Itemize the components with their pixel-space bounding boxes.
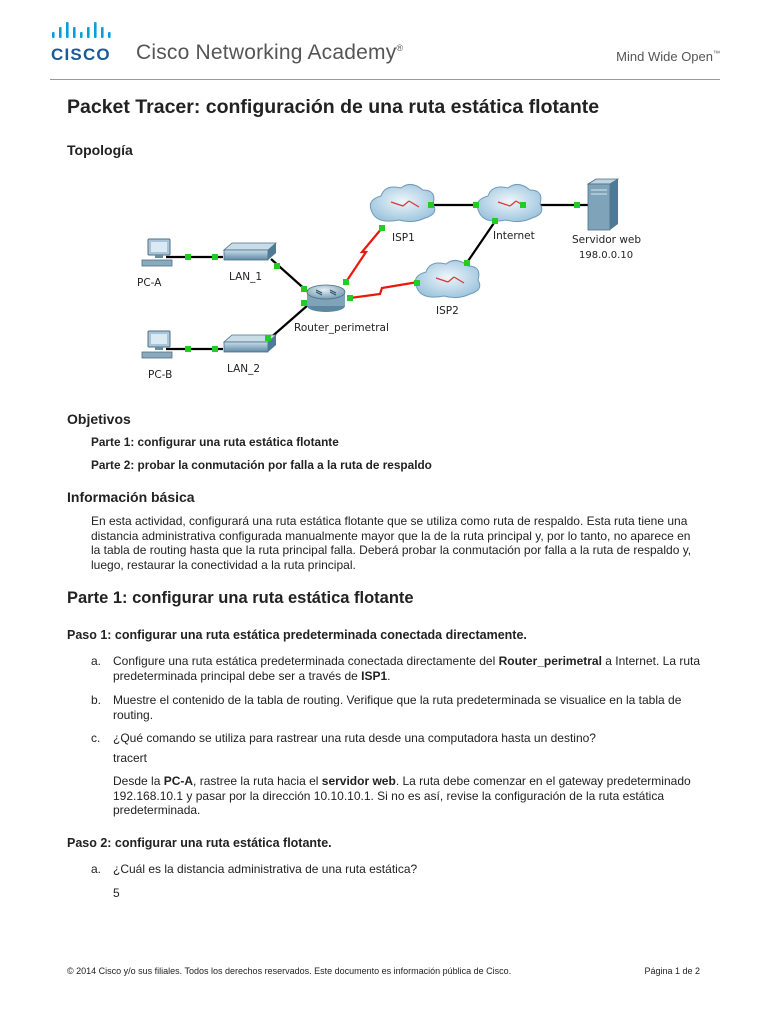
step-marker: a.	[91, 654, 102, 668]
objective-item: Parte 1: configurar una ruta estática flotante	[91, 435, 339, 449]
label-isp1: ISP1	[392, 232, 415, 244]
footer-page-number: Página 1 de 2	[644, 966, 700, 976]
cloud-isp1-icon	[370, 184, 434, 221]
step1-c-text: ¿Qué comando se utiliza para rastrear una ruta desde una computadora hasta un destino?	[113, 731, 596, 745]
step1-c-answer: tracert	[113, 751, 148, 765]
part1-heading: Parte 1: configurar una ruta estática flotante	[67, 589, 414, 607]
web-server-icon	[588, 179, 618, 230]
step-marker: b.	[91, 693, 102, 707]
objective-item: Parte 2: probar la conmutación por falla a la ruta de respaldo	[91, 458, 432, 472]
label-router: Router_perimetral	[294, 322, 389, 334]
step1-c-instructions: Desde la PC-A, rastree la ruta hacia el servidor web. La ruta debe comenzar en el gateway predeterminado 192.168.10.1 y pasar por la dirección 10.10.10.1. Si no es así, revise la configuración de la ruta estática predeterminada.	[113, 774, 691, 818]
label-isp2: ISP2	[436, 305, 459, 317]
objectives-heading: Objetivos	[67, 411, 131, 427]
footer-copyright: © 2014 Cisco y/o sus filiales. Todos los derechos reservados. Este documento es información pública de Cisco.	[67, 966, 512, 976]
router-icon	[307, 285, 345, 312]
background-heading: Información básica	[67, 489, 195, 505]
cloud-internet-icon	[477, 184, 541, 221]
document-title: Packet Tracer: configuración de una ruta estática flotante	[67, 96, 600, 118]
step1-b-text: Muestre el contenido de la tabla de routing. Verifique que la ruta predeterminada se visualice en la tabla de routing.	[113, 693, 682, 722]
switch-lan1-icon	[224, 243, 276, 260]
page-header	[0, 0, 768, 86]
step2-heading: Paso 2: configurar una ruta estática flotante.	[67, 836, 332, 850]
cloud-isp2-icon	[415, 260, 479, 297]
step1-heading: Paso 1: configurar una ruta estática predeterminada conectada directamente.	[67, 628, 527, 642]
label-server: Servidor web	[572, 234, 642, 246]
label-server-ip: 198.0.0.10	[579, 250, 634, 261]
topology-diagram	[128, 172, 648, 394]
step-marker: a.	[91, 862, 102, 876]
pc-a-icon	[142, 239, 172, 266]
tagline: Mind Wide Open™	[616, 49, 720, 64]
step2-a-text: ¿Cuál es la distancia administrativa de una ruta estática?	[113, 862, 418, 876]
topology-heading: Topología	[67, 142, 133, 158]
label-lan1: LAN_1	[229, 271, 263, 283]
cisco-logo	[50, 22, 118, 64]
step1-a-text: Configure una ruta estática predeterminada conectada directamente del Router_perimetral a Internet. La ruta predeterminada principal debe ser a través de ISP1.	[113, 654, 701, 683]
label-pc-b: PC-B	[148, 369, 173, 381]
label-pc-a: PC-A	[137, 277, 162, 289]
brand-name: Cisco Networking Academy®	[136, 41, 404, 64]
svg-text:CISCO: CISCO	[51, 45, 111, 64]
pc-b-icon	[142, 331, 172, 358]
label-lan2: LAN_2	[227, 363, 261, 375]
step2-a-answer: 5	[113, 886, 120, 900]
background-paragraph: En esta actividad, configurará una ruta estática flotante que se utiliza como ruta de respaldo. Esta ruta tiene una distancia administrativa configurada manualmente mayor que la de la ruta principal y, por lo tanto, no aparece en la tabla de routing hasta que la ruta principal falla. Deberá probar la conmutación por falla a la ruta de respaldo y, luego, restaurar la conectividad a la ruta principal.	[91, 514, 692, 573]
header-divider	[50, 79, 720, 80]
label-internet: Internet	[493, 230, 535, 242]
step-marker: c.	[91, 731, 101, 745]
